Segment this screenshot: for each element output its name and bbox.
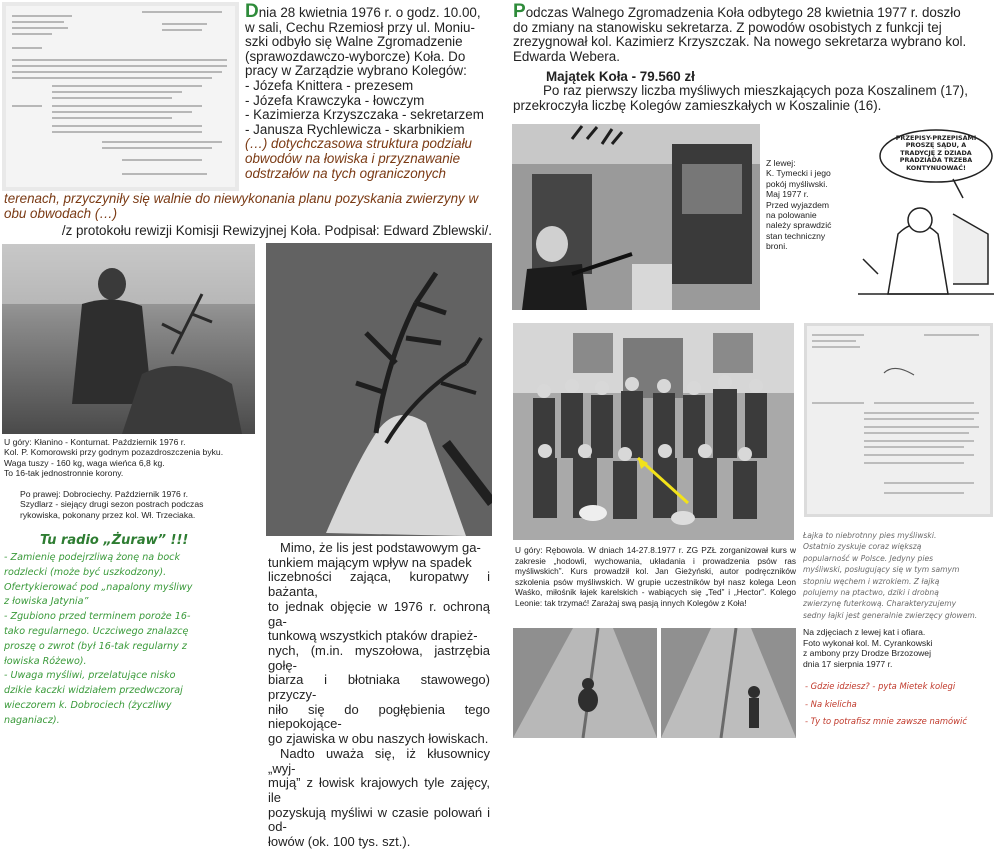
right-intro: Podczas Walnego Zgromadzenia Koła odbytego 28 kwietnia 1977 r. doszło do zmiany na stanowisku sekretarza. Z powodów osobistych z funkcji tej zrezygnował kol. Kazimierz Krzyszczak. Na nowego sekretarza wybrano kol. Edwarda Webera. xyxy=(513,1,967,64)
intro-line: nia 28 kwietnia 1976 r. o godz. 10.00, xyxy=(258,5,481,20)
intro-line: w sali, Cechu Rzemiosł przy ul. Moniu- xyxy=(245,19,475,35)
asset-paragraph: Po raz pierwszy liczba myśliwych mieszkających poza Koszalinem (17), przekroczyła liczbę Kolegów zamieszkałych w Koszalinie (16). xyxy=(513,83,968,113)
radio-zuraw-title: Tu radio „Żuraw” !!! xyxy=(40,533,189,548)
quote-continuation: terenach, przyczyniły się walnie do niewykonania planu pozyskania zwierzyny w obu obwodach (…) xyxy=(4,191,479,221)
cartoon-tradition xyxy=(858,124,994,310)
photo-hunter-on-path xyxy=(661,628,796,738)
radio-zuraw-ads: - Zamienię podejrzliwą żonę na bock rodzlecki (może być uszkodzony). Ofertykierować pod „napalony myśliwy z łowiska Jatynia” - Zgubiono przed terminem poroże 16- tako regularnego. Uczciwego znalazcę proszę o zwrot (był 16-tak regularny z łowiska Różewo). - Uwaga myśliwi, przelatujące nisko dzikie kaczki widziałem przedwczoraj wieczorem k. Dobrociech (życzliwy naganiacz). xyxy=(4,552,193,726)
document-letter-scan xyxy=(804,323,993,517)
caption-course-group: U góry: Rębowola. W dniach 14-27.8.1977 r. ZG PZŁ zorganizował kurs w zakresie „hodowli, wychowania, układania i prowadzenia psów ras myśliwskich”. Kurs prowadził kol. Jan Gieżyński, autor podręczników szkolenia psów myśliwskich. W grupie uczestników był nasz kolega Leon Waśko, miłośnik łajek karelskich - wabiących się „Ted” i „Hector”. Kolego Leonie: tak trzymać! Zarażaj swą pasją innych Kolegów z Koła! xyxy=(515,545,796,608)
photo-fox-on-path xyxy=(513,628,657,738)
photo-course-group xyxy=(513,323,794,540)
document-scan-1976 xyxy=(2,2,239,191)
dialogue-joke: - Gdzie idziesz? - pyta Mietek kolegi - Na kielicha - Ty to potrafisz mnie zawsze namówić xyxy=(805,681,967,726)
board-member: - Józefa Knittera - prezesem xyxy=(245,77,414,93)
caption-hunter-fox: Na zdjęciach z lewej kat i ofiara. Foto wykonał kol. M. Cyrankowski z ambony przy Drodze Brzozowej dnia 17 sierpnia 1977 r. xyxy=(803,627,933,669)
photo-stag-antlers xyxy=(266,243,492,536)
asset-heading: Majątek Koła - 79.560 zł xyxy=(546,69,695,84)
intro-paragraph xyxy=(245,1,487,181)
board-member: - Janusza Rychlewicza - skarbnikiem xyxy=(245,121,465,137)
fox-article: Mimo, że lis jest podstawowym ga- tunkiem mającym wpływ na spadek liczebności zająca, kuropatwy i bażanta, to jednak objęcie w 1976 r. ochroną ga- tunkową wszystkich ptaków drapież- nych, (m.in. myszołowa, jastrzębia gołę- biarza i błotniaka stawowego) przyczy- niło się do pogłębienia tego niepokojące- go zjawiska w obu naszych łowiskach. Nadto uważa się, iż kłusownicy „wyj- mują” z łowisk krajowych tyle zajęcy, ile pozyskują myśliwi w czasie polowań i od- łowów (ok. 100 tys. szt.). xyxy=(268,540,490,850)
quote-line: odstrzałów na tych ograniczonych xyxy=(245,165,446,181)
intro-line: pracy w Zarządzie wybrano Kolegów: xyxy=(245,63,467,79)
quote-line: (…) dotychczasowa struktura podziału xyxy=(245,136,472,152)
photo-hunting-room xyxy=(512,124,760,310)
dog-note: Łajka to niebrotnny pies myśliwski. Ostatnio zyskuje coraz większą popularność w Polsce. Jedyny pies myśliwski, posługujący się w tym samym stopniu węchem i wzrokiem. Z łajką polujemy na ptactwo, dziki i drobną zwierzynę futerkową. Charakteryzujemy sedny łajki jest generalnie zwierzęcy głowem. xyxy=(803,531,978,620)
protocol-source: /z protokołu rewizji Komisji Rewizyjnej Koła. Podpisał: Edward Zblewski/. xyxy=(61,223,492,238)
caption-stag-antlers: Po prawej: Dobrociechy. Październik 1976 r. Szydlarz - siejący drugi sezon postrach podczas rykowiska, pokonany przez kol. Wł. Trzeciaka. xyxy=(20,489,204,520)
drop-letter-p: P xyxy=(513,1,526,22)
board-member: - Kazimierza Krzyszczaka - sekretarzem xyxy=(245,107,484,123)
caption-hunting-room: Z lewej: K. Tymecki i jego pokój myśliwski. Maj 1977 r. Przed wyjazdem na polowanie należy sprawdzić stan techniczny broni. xyxy=(766,158,832,252)
drop-letter-d: D xyxy=(245,1,259,22)
cartoon-speech: PRZEPISY-PRZEPISAMI PROSZĘ SĄDU, A TRADYCJĘ Z DZIADA PRADZIADA TRZEBA KONTYNUOWAĆ! xyxy=(895,134,977,172)
photo-hunter-with-stag xyxy=(2,244,255,434)
caption-hunter-stag: U góry: Kłanino - Konturnat. Październik 1976 r. Kol. P. Komorowski przy godnym pozazdroszczenia byku. Waga tuszy - 160 kg, waga wieńca 6,8 kg. To 16-tak jednostronnie korony. xyxy=(4,437,224,479)
quote-line: obwodów na łowiska i przyznawanie xyxy=(245,150,461,166)
intro-line: (sprawozdawczo-wyborcze) Koła. Do xyxy=(245,48,466,64)
board-member: - Józefa Krawczyka - łowczym xyxy=(245,92,425,108)
intro-line: szki odbyło się Walne Zgromadzenie xyxy=(245,34,463,50)
